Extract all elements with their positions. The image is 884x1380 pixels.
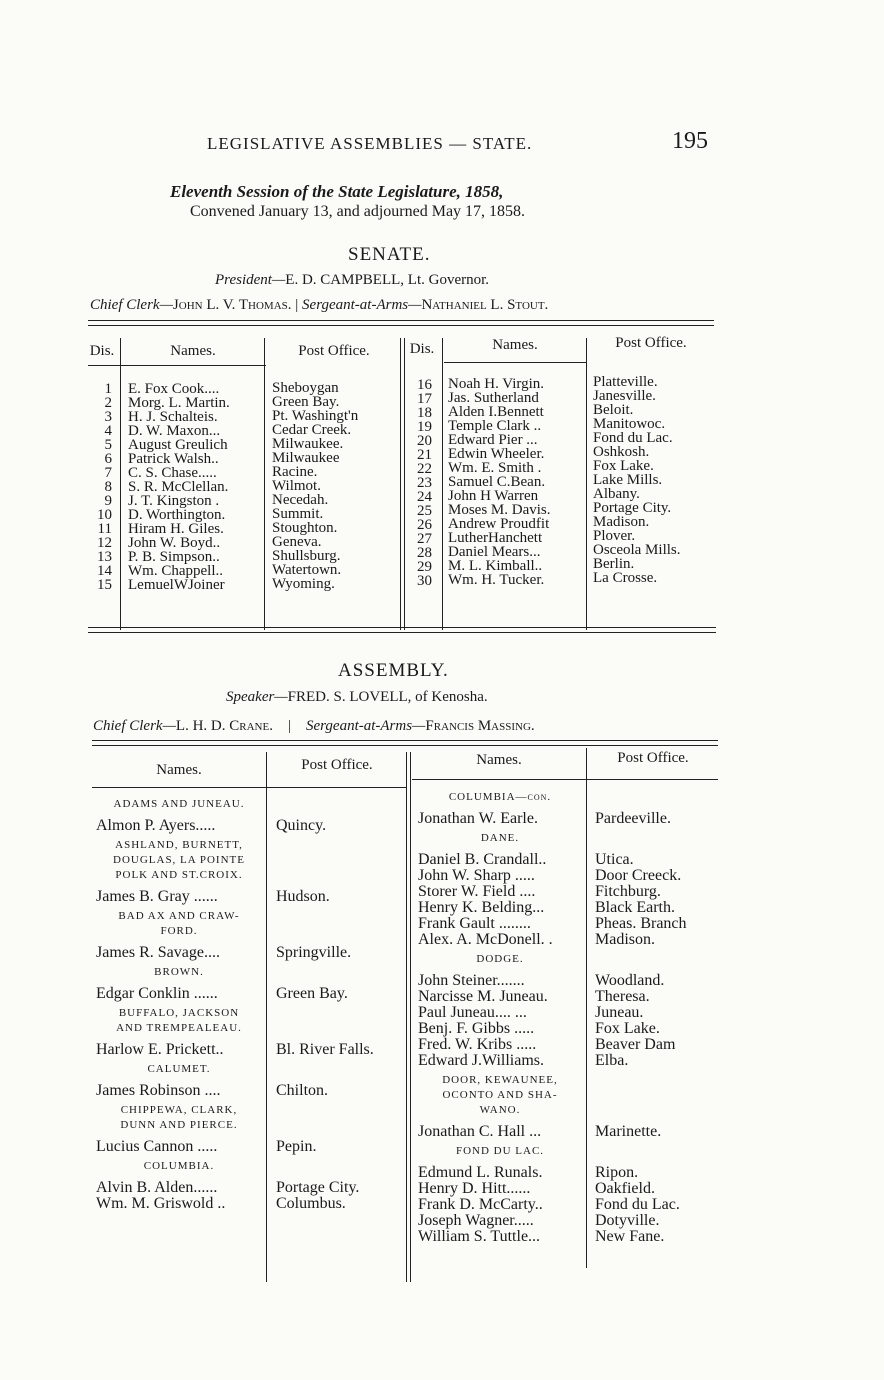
assembly-heading: ASSEMBLY. <box>338 660 449 681</box>
post-office: La Crosse. <box>593 571 658 585</box>
assembly-vrule-4 <box>586 748 587 1268</box>
senator-name: Moses M. Davis. <box>448 503 551 517</box>
member-post-office: Madison. <box>595 931 655 948</box>
senator-name: Hiram H. Giles. <box>128 522 224 536</box>
senator-name: Samuel C.Bean. <box>448 475 546 489</box>
chief-clerk-name: John L. V. Thomas. <box>172 297 292 313</box>
member-name: Daniel B. Crandall.. <box>418 851 547 868</box>
member-name: John W. Sharp ..... <box>418 867 535 884</box>
assembly-top-rule-2 <box>92 745 718 746</box>
member-post-office: Fox Lake. <box>595 1020 660 1037</box>
member-post-office: Quincy. <box>276 817 327 834</box>
president-label: President— <box>215 272 286 288</box>
senate-left-post <box>272 381 398 591</box>
senator-name: H. J. Schalteis. <box>128 410 218 424</box>
post-office: Berlin. <box>593 557 635 571</box>
post-office: Plover. <box>593 529 636 543</box>
member-name: Alvin B. Alden...... <box>96 1179 218 1196</box>
assembly-header-names-left: Names. <box>156 762 202 778</box>
senator-name: S. R. McClellan. <box>128 480 229 494</box>
county-heading: ASHLAND, BURNETT, <box>115 839 243 851</box>
assembly-officer-separator: | <box>287 718 291 734</box>
district-number: 2 <box>104 396 112 410</box>
senate-right-names <box>448 377 582 587</box>
member-name: Frank Gault ........ <box>418 915 531 932</box>
assembly-chief-clerk-label: Chief Clerk— <box>93 718 176 734</box>
sergeant-label: Sergeant-at-Arms— <box>302 297 422 313</box>
post-office: Oshkosh. <box>593 445 650 459</box>
member-post-office: Woodland. <box>595 972 665 989</box>
senate-right-post <box>593 375 713 585</box>
post-office: Wyoming. <box>272 577 335 591</box>
member-name: Frank D. McCarty.. <box>418 1196 543 1213</box>
district-number: 3 <box>104 410 112 424</box>
district-number: 4 <box>104 424 112 438</box>
assembly-sergeant-label: Sergeant-at-Arms— <box>305 718 426 734</box>
senate-left-dis <box>88 382 112 592</box>
member-post-office: Elba. <box>595 1052 629 1069</box>
member-name: Storer W. Field .... <box>418 883 536 900</box>
district-number: 10 <box>97 508 112 522</box>
post-office: Stoughton. <box>272 521 338 535</box>
member-post-office: Beaver Dam <box>595 1036 676 1053</box>
member-name: James Robinson .... <box>96 1082 221 1099</box>
senator-name: C. S. Chase..... <box>128 466 217 480</box>
county-heading: COLUMBIA. <box>143 1160 215 1172</box>
speaker-label: Speaker— <box>226 689 288 705</box>
senate-header-names-left: Names. <box>170 343 216 359</box>
senate-header-post-right: Post Office. <box>615 335 687 351</box>
sergeant-name: Nathaniel L. Stout. <box>421 297 549 313</box>
county-heading: BUFFALO, JACKSON <box>118 1007 240 1019</box>
district-number: 28 <box>417 546 432 560</box>
post-office: Necedah. <box>272 493 329 507</box>
county-heading: WANO. <box>479 1104 521 1116</box>
county-heading: DUNN AND PIERCE. <box>120 1119 238 1131</box>
senate-header-post-left: Post Office. <box>298 343 370 359</box>
senator-name: Daniel Mears... <box>448 545 541 559</box>
member-post-office: New Fane. <box>595 1228 665 1245</box>
county-heading: COLUMBIA—con. <box>448 791 552 803</box>
assembly-vrule-3 <box>410 752 411 1282</box>
post-office: Shullsburg. <box>272 549 341 563</box>
member-name: James R. Savage.... <box>96 944 220 961</box>
county-heading: DOUGLAS, LA POINTE <box>113 854 245 866</box>
post-office: Pt. Washingt'n <box>272 409 359 423</box>
county-heading: DANE. <box>480 832 520 844</box>
senator-name: J. T. Kingston . <box>128 494 220 508</box>
senate-vrule-6 <box>586 338 587 630</box>
assembly-top-rule <box>92 740 718 741</box>
assembly-vrule-1 <box>266 752 267 1282</box>
member-name: Benj. F. Gibbs ..... <box>418 1020 535 1037</box>
district-number: 13 <box>97 550 112 564</box>
senator-name: Temple Clark .. <box>448 419 542 433</box>
senate-left-names <box>128 382 262 592</box>
senate-header-dis-left: Dis. <box>89 343 115 359</box>
senator-name: Wm. E. Smith . <box>448 461 542 475</box>
assembly-header-post-left: Post Office. <box>301 757 373 773</box>
member-post-office: Ripon. <box>595 1164 639 1181</box>
district-number: 12 <box>97 536 112 550</box>
senator-name: Wm. H. Tucker. <box>448 573 545 587</box>
member-name: Alex. A. McDonell. . <box>418 931 553 948</box>
post-office: Geneva. <box>272 535 322 549</box>
district-number: 1 <box>104 382 112 396</box>
senate-top-rule <box>88 320 714 321</box>
senator-name: August Greulich <box>128 438 228 452</box>
member-post-office: Springville. <box>276 944 352 961</box>
member-name: Harlow E. Prickett.. <box>96 1041 224 1058</box>
assembly-header-rule-left <box>92 787 406 788</box>
county-heading: BROWN. <box>154 966 204 978</box>
post-office: Wilmot. <box>272 479 321 493</box>
district-number: 23 <box>417 476 432 490</box>
member-name: Jonathan W. Earle. <box>418 810 538 827</box>
member-post-office: Fitchburg. <box>595 883 661 900</box>
county-heading: POLK AND ST.CROIX. <box>115 869 243 881</box>
district-number: 19 <box>417 420 432 434</box>
member-name: Fred. W. Kribs ..... <box>418 1036 537 1053</box>
district-number: 5 <box>104 438 112 452</box>
senator-name: LemuelWJoiner <box>128 578 225 592</box>
member-name: Paul Juneau.... ... <box>418 1004 527 1021</box>
post-office: Albany. <box>593 487 640 501</box>
member-name: Almon P. Ayers..... <box>96 817 216 834</box>
post-office: Sheboygan <box>272 381 339 395</box>
county-heading: CALUMET. <box>147 1063 211 1075</box>
senator-name: Edward Pier ... <box>448 433 538 447</box>
session-title: Eleventh Session of the State Legislature, 1858, <box>170 182 504 201</box>
district-number: 21 <box>417 448 432 462</box>
post-office: Milwaukee. <box>272 437 344 451</box>
member-post-office: Black Earth. <box>595 899 675 916</box>
member-name: Edgar Conklin ...... <box>96 985 218 1002</box>
district-number: 20 <box>417 434 432 448</box>
member-post-office: Pheas. Branch <box>595 915 687 932</box>
member-post-office: Green Bay. <box>276 985 348 1002</box>
member-name: Henry K. Belding... <box>418 899 545 916</box>
senate-officers <box>90 297 548 314</box>
district-number: 7 <box>104 466 112 480</box>
senate-vrule-5 <box>442 338 443 630</box>
senate-top-rule-2 <box>88 325 714 326</box>
chief-clerk-label: Chief Clerk— <box>90 297 173 313</box>
post-office: Watertown. <box>272 563 342 577</box>
assembly-chief-clerk-name: L. H. D. Crane. <box>175 718 273 734</box>
running-head-title: LEGISLATIVE ASSEMBLIES — STATE. <box>207 134 533 153</box>
county-heading: FORD. <box>160 925 198 937</box>
county-heading: BAD AX AND CRAW- <box>118 910 240 922</box>
member-post-office: Oakfield. <box>595 1180 655 1197</box>
senate-vrule-1 <box>120 338 121 630</box>
senate-bottom-rule-2 <box>88 632 716 633</box>
senate-vrule-3 <box>400 338 401 630</box>
senator-name: John H Warren <box>448 489 539 503</box>
assembly-header-names-right: Names. <box>476 752 522 768</box>
post-office: Manitowoc. <box>593 417 666 431</box>
member-name: Lucius Cannon ..... <box>96 1138 218 1155</box>
member-post-office: Chilton. <box>276 1082 329 1099</box>
post-office: Fox Lake. <box>593 459 654 473</box>
member-post-office: Marinette. <box>595 1123 662 1140</box>
senator-name: Jas. Sutherland <box>448 391 539 405</box>
senate-header-names-right: Names. <box>492 337 538 353</box>
district-number: 24 <box>417 490 432 504</box>
district-number: 9 <box>104 494 112 508</box>
post-office: Green Bay. <box>272 395 340 409</box>
post-office: Fond du Lac. <box>593 431 673 445</box>
senator-name: Alden I.Bennett <box>448 405 544 419</box>
member-post-office: Columbus. <box>276 1195 346 1212</box>
member-post-office: Door Creeck. <box>595 867 682 884</box>
district-number: 30 <box>417 574 432 588</box>
member-name: William S. Tuttle... <box>418 1228 541 1245</box>
post-office: Summit. <box>272 507 324 521</box>
assembly-officers <box>93 718 535 735</box>
post-office: Platteville. <box>593 375 658 389</box>
senator-name: P. B. Simpson.. <box>128 550 220 564</box>
district-number: 8 <box>104 480 112 494</box>
assembly-sergeant-name: Francis Massing. <box>425 718 535 734</box>
president-name: E. D. CAMPBELL, Lt. Governor. <box>285 272 490 288</box>
senator-name: E. Fox Cook.... <box>128 382 220 396</box>
senator-name: John W. Boyd.. <box>128 536 221 550</box>
senate-header-rule-right <box>444 362 586 363</box>
district-number: 22 <box>417 462 432 476</box>
assembly-speaker <box>226 689 488 706</box>
member-post-office: Utica. <box>595 851 634 868</box>
assembly-header-rule-right <box>412 779 718 780</box>
senator-name: Andrew Proudfit <box>448 517 550 531</box>
senate-bottom-rule <box>88 627 716 628</box>
senate-header-rule-left <box>88 365 266 366</box>
district-number: 15 <box>97 578 112 592</box>
member-name: Edmund L. Runals. <box>418 1164 543 1181</box>
senate-vrule-2 <box>264 338 265 630</box>
senator-name: LutherHanchett <box>448 531 543 545</box>
county-heading: ADAMS AND JUNEAU. <box>113 798 245 810</box>
district-number: 27 <box>417 532 432 546</box>
member-name: Narcisse M. Juneau. <box>418 988 548 1005</box>
post-office: Portage City. <box>593 501 672 515</box>
county-heading: AND TREMPEALEAU. <box>116 1022 242 1034</box>
page-number: 195 <box>672 128 708 154</box>
speaker-name: FRED. S. LOVELL, of Kenosha. <box>287 689 488 705</box>
district-number: 16 <box>417 378 432 392</box>
post-office: Milwaukee <box>272 451 340 465</box>
member-post-office: Fond du Lac. <box>595 1196 680 1213</box>
officer-separator: | <box>295 297 299 313</box>
post-office: Osceola Mills. <box>593 543 681 557</box>
member-post-office: Juneau. <box>595 1004 644 1021</box>
member-name: John Steiner....... <box>418 972 525 989</box>
district-number: 17 <box>417 392 432 406</box>
senate-right-dis <box>408 378 432 588</box>
member-name: Joseph Wagner..... <box>418 1212 534 1229</box>
district-number: 6 <box>104 452 112 466</box>
senator-name: Morg. L. Martin. <box>128 396 230 410</box>
member-name: Jonathan C. Hall ... <box>418 1123 542 1140</box>
post-office: Beloit. <box>593 403 634 417</box>
senator-name: D. W. Maxon... <box>128 424 221 438</box>
member-name: Henry D. Hitt...... <box>418 1180 531 1197</box>
district-number: 11 <box>97 522 112 536</box>
county-heading: CHIPPEWA, CLARK, <box>120 1104 238 1116</box>
district-number: 25 <box>417 504 432 518</box>
assembly-header-post-right: Post Office. <box>617 750 689 766</box>
member-name: Wm. M. Griswold .. <box>96 1195 226 1212</box>
member-post-office: Pardeeville. <box>595 810 671 827</box>
senator-name: Edwin Wheeler. <box>448 447 545 461</box>
senator-name: Patrick Walsh.. <box>128 452 219 466</box>
post-office: Lake Mills. <box>593 473 663 487</box>
session-dates: Convened January 13, and adjourned May 17, 1858. <box>190 203 526 220</box>
county-heading: FOND DU LAC. <box>455 1145 545 1157</box>
post-office: Janesville. <box>593 389 656 403</box>
senator-name: D. Worthington. <box>128 508 226 522</box>
post-office: Cedar Creek. <box>272 423 352 437</box>
senate-vrule-4 <box>404 338 405 630</box>
post-office: Racine. <box>272 465 318 479</box>
member-post-office: Pepin. <box>276 1138 317 1155</box>
member-post-office: Portage City. <box>276 1179 360 1196</box>
senate-heading: SENATE. <box>348 244 431 265</box>
member-name: James B. Gray ...... <box>96 888 218 905</box>
member-post-office: Dotyville. <box>595 1212 660 1229</box>
county-heading: DOOR, KEWAUNEE, <box>442 1074 558 1086</box>
district-number: 29 <box>417 560 432 574</box>
district-number: 26 <box>417 518 432 532</box>
post-office: Madison. <box>593 515 650 529</box>
member-post-office: Bl. River Falls. <box>276 1041 374 1058</box>
county-heading: DODGE. <box>476 953 524 965</box>
district-number: 14 <box>97 564 112 578</box>
assembly-vrule-2 <box>406 752 407 1282</box>
senator-name: Noah H. Virgin. <box>448 377 545 391</box>
member-post-office: Hudson. <box>276 888 330 905</box>
district-number: 18 <box>417 406 432 420</box>
member-name: Edward J.Williams. <box>418 1052 544 1069</box>
senate-header-dis-right: Dis. <box>409 341 435 357</box>
senator-name: M. L. Kimball.. <box>448 559 543 573</box>
senate-president <box>215 272 489 289</box>
senator-name: Wm. Chappell.. <box>128 564 223 578</box>
member-post-office: Theresa. <box>595 988 650 1005</box>
county-heading: OCONTO AND SHA- <box>442 1089 558 1101</box>
